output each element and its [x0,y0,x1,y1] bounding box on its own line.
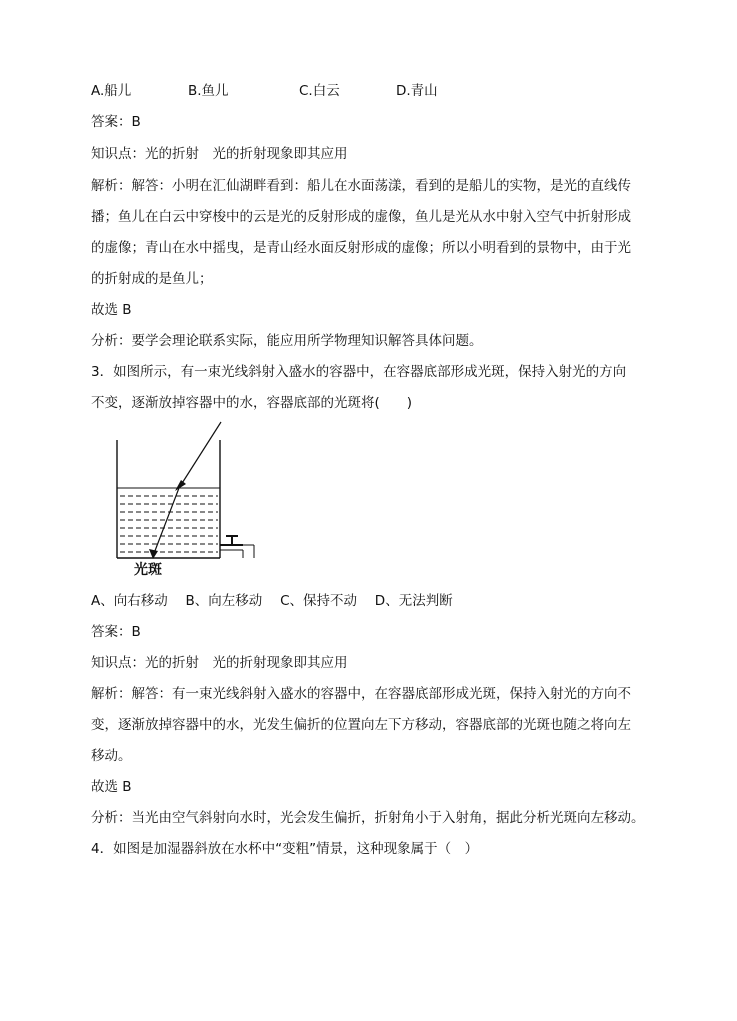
drain-tap [220,536,243,545]
q3-answer: 答案：B [91,624,141,640]
figure-label: 光斑 [134,562,162,578]
q4-stem: 4．如图是加湿器斜放在水杯中“变粗”情景，这种现象属于（ ） [91,841,479,857]
q2-comment: 分析：要学会理论联系实际，能应用所学物理知识解答具体问题。 [91,333,483,349]
container-figure [111,418,271,563]
q2-analysis-line-3: 的虚像；青山在水中摇曳，是青山经水面反射形成的虚像；所以小明看到的景物中，由于光 [91,240,631,256]
q3-comment: 分析：当光由空气斜射向水时，光会发生偏折，折射角小于入射角，据此分析光斑向左移动。 [91,810,645,826]
q3-choice: 故选 B [91,779,132,795]
option-a: A.船儿 [91,83,132,99]
q3-analysis-line-2: 变，逐渐放掉容器中的水，光发生偏折的位置向左下方移动，容器底部的光斑也随之将向左 [91,717,631,733]
q2-choice: 故选 B [91,302,132,318]
q3-stem-line-2: 不变，逐渐放掉容器中的水，容器底部的光斑将( ) [91,395,413,411]
incident-ray [179,422,221,488]
incident-arrow [175,480,186,491]
q2-analysis-line-2: 播；鱼儿在白云中穿梭中的云是光的反射形成的虚像，鱼儿是光从水中射入空气中折射形成 [91,209,631,225]
drain-spout [220,545,254,558]
option-c: C.白云 [299,83,340,99]
refracted-ray [153,488,179,556]
q3-knowledge: 知识点：光的折射 光的折射现象即其应用 [91,655,348,671]
q3-analysis-line-1: 解析：解答：有一束光线斜射入盛水的容器中，在容器底部形成光斑，保持入射光的方向不 [91,686,631,702]
q3-options: A、向右移动 B、向左移动 C、保持不动 D、无法判断 [91,593,453,609]
q2-knowledge: 知识点：光的折射 光的折射现象即其应用 [91,146,348,162]
q3-stem-line-1: 3．如图所示，有一束光线斜射入盛水的容器中，在容器底部形成光斑，保持入射光的方向 [91,364,627,380]
q3-analysis-line-3: 移动。 [91,748,132,764]
water-hatching [120,496,218,552]
q2-answer: 答案：B [91,114,141,130]
q2-analysis-line-4: 的折射成的是鱼儿； [91,271,213,287]
option-d: D.青山 [396,83,438,99]
option-b: B.鱼儿 [188,83,229,99]
q2-analysis-line-1: 解析：解答：小明在汇仙湖畔看到：船儿在水面荡漾，看到的是船儿的实物，是光的直线传 [91,178,631,194]
